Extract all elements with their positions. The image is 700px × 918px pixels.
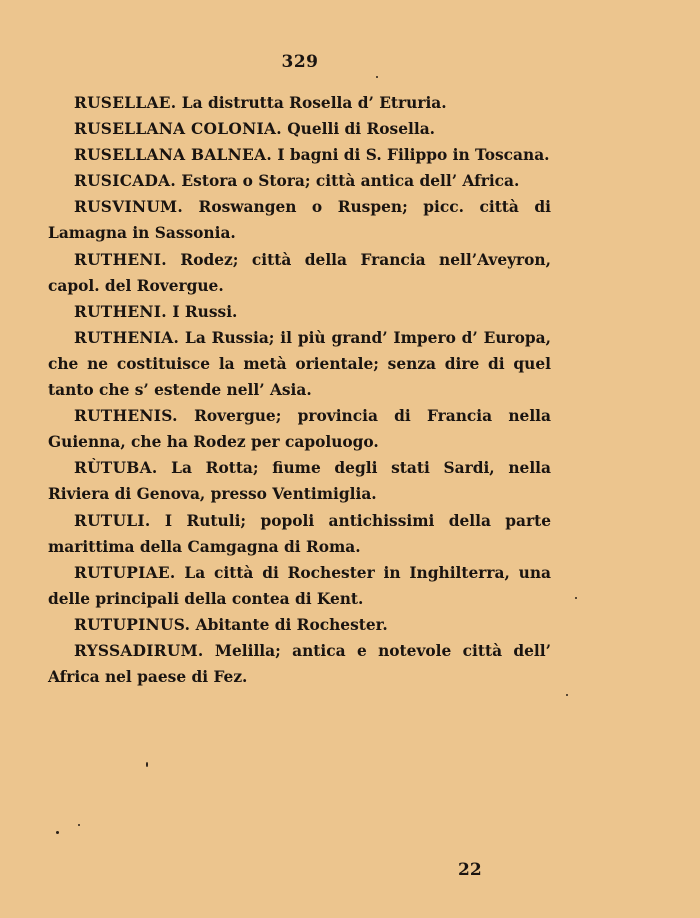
entry-headword: RUTHENIA. bbox=[74, 328, 180, 347]
dictionary-entry bbox=[48, 455, 551, 507]
entry-headword: RUTHENI. bbox=[74, 250, 167, 269]
scan-speck bbox=[376, 76, 378, 78]
entry-definition: I bagni di S. Filippo in Toscana. bbox=[271, 146, 550, 165]
entry-definition: Rodez; città della Francia nell’Aveyron, capol. del Rovergue. bbox=[48, 250, 551, 295]
dictionary-entry bbox=[48, 508, 551, 560]
entry-definition: I Rutuli; popoli antichissimi della parte marittima della Camgagna di Roma. bbox=[48, 511, 551, 556]
entry-headword: RUTULI. bbox=[74, 511, 151, 530]
dictionary-entry bbox=[48, 325, 551, 403]
scan-speck bbox=[146, 762, 148, 767]
scan-speck bbox=[56, 831, 59, 834]
entry-headword: RUTUPINUS. bbox=[74, 615, 191, 634]
dictionary-entry bbox=[48, 116, 551, 142]
entry-headword: RUSELLANA COLONIA. bbox=[74, 120, 282, 139]
entry-headword: RUTHENI. bbox=[74, 302, 167, 321]
entry-definition: La Rotta; fiume degli stati Sardi, nella Riviera di Genova, presso Ventimiglia. bbox=[48, 459, 551, 504]
entry-headword: RUSICADA. bbox=[74, 172, 177, 191]
entry-headword: RUTHENIS. bbox=[74, 407, 178, 426]
entry-definition: La distrutta Rosella d’ Etruria. bbox=[176, 94, 447, 112]
page-number: 329 bbox=[281, 52, 319, 72]
dictionary-entry bbox=[48, 299, 551, 325]
dictionary-entry bbox=[48, 247, 551, 299]
entry-definition: Estora o Stora; città antica dell’ Africa. bbox=[176, 172, 520, 191]
scan-speck bbox=[566, 694, 568, 696]
entry-headword: RUTUPIAE. bbox=[74, 563, 176, 582]
entry-definition: Roswangen o Ruspen; picc. città di Lamagna in Sassonia. bbox=[48, 198, 551, 243]
entry-definition: Quelli di Rosella. bbox=[281, 120, 436, 139]
scan-speck bbox=[78, 824, 80, 826]
entry-definition: Rovergue; provincia di Francia nella Guienna, che ha Rodez per capoluogo. bbox=[48, 407, 551, 452]
dictionary-entry bbox=[48, 90, 551, 116]
dictionary-entry bbox=[48, 403, 551, 455]
entry-definition: Melilla; antica e notevole città dell’ Africa nel paese di Fez. bbox=[48, 641, 551, 687]
entry-headword: RYSSADIRUM. bbox=[74, 641, 204, 660]
entry-headword: RUSVINUM. bbox=[74, 198, 184, 217]
entry-definition: La Russia; il più grand’ Impero d’ Europa, che ne costituisce la metà orientale; senza dire di quel tanto che s’ estende nell’ Asia. bbox=[48, 328, 551, 400]
entry-headword: RÙTUBA. bbox=[74, 459, 158, 478]
dictionary-entry bbox=[48, 612, 551, 638]
dictionary-entry bbox=[48, 638, 551, 690]
scan-speck bbox=[575, 597, 577, 599]
entry-headword: RUSELLANA BALNEA. bbox=[74, 146, 272, 165]
dictionary-entry bbox=[48, 560, 551, 612]
entry-definition: Abitante di Rochester. bbox=[190, 615, 388, 634]
dictionary-entry bbox=[48, 142, 551, 168]
entry-definition: La città di Rochester in Inghilterra, una delle principali della contea di Kent. bbox=[48, 563, 551, 608]
signature-mark: 22 bbox=[458, 860, 482, 880]
entry-headword: RUSELLAE. bbox=[74, 94, 177, 112]
dictionary-entry bbox=[48, 168, 551, 194]
dictionary-entries bbox=[48, 90, 551, 690]
entry-definition: I Russi. bbox=[166, 302, 238, 321]
dictionary-entry bbox=[48, 194, 551, 246]
